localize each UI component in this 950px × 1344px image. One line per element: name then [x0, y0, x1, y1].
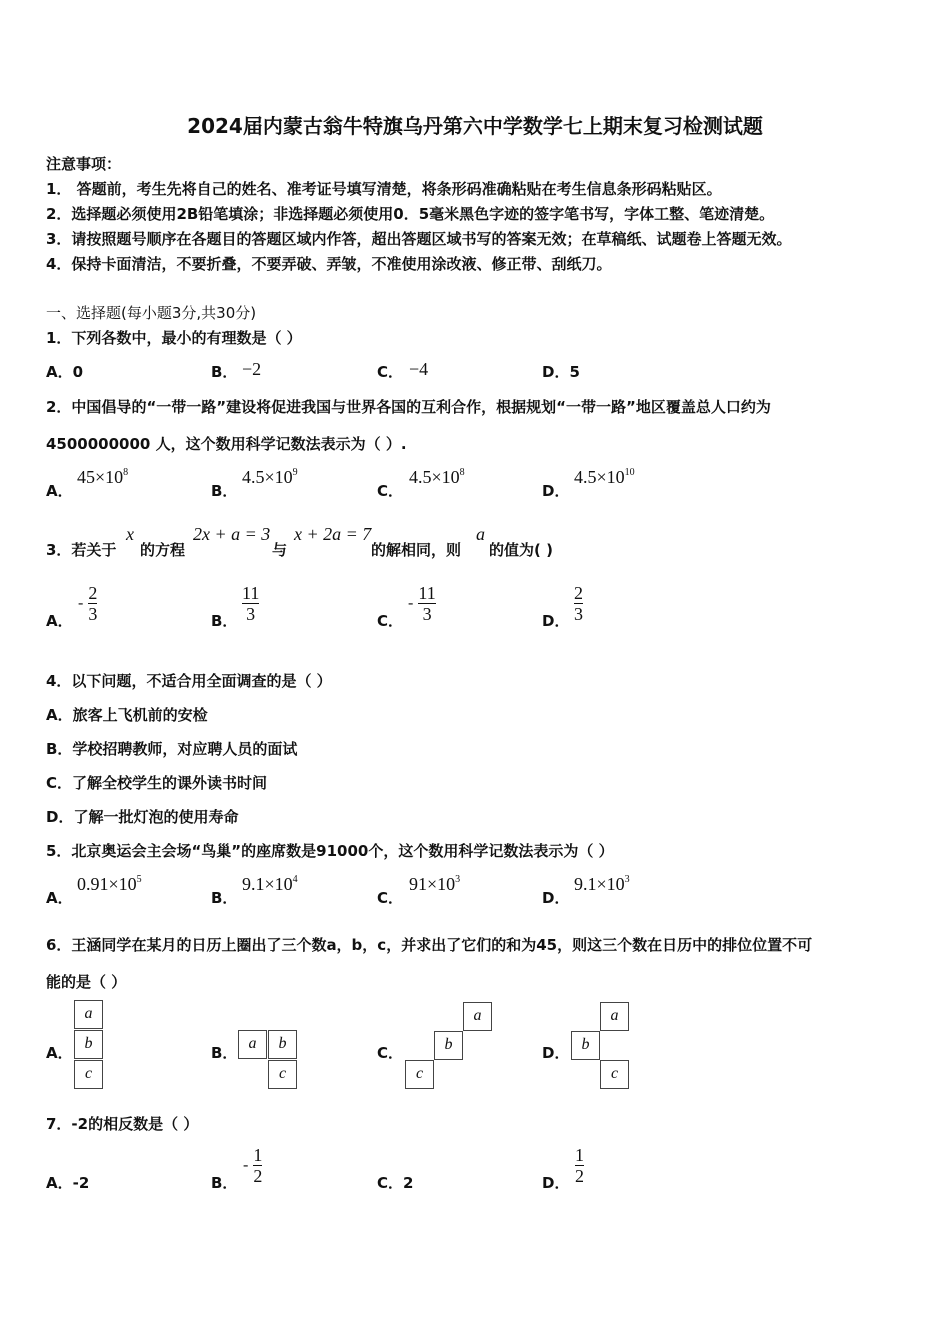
q6-d-cell-b: b [571, 1031, 600, 1060]
notes-header: 注意事项： [46, 155, 122, 173]
q3-variable-x: x [126, 524, 134, 544]
q7-option-d-label: D． [542, 1174, 570, 1192]
q2-option-a-label: A． [46, 482, 73, 500]
section-heading: 一、选择题(每小题3分,共30分) [46, 304, 257, 322]
q3-stem-part1: 3．若关于 [46, 541, 117, 559]
q4-option-d: D．了解一批灯泡的使用寿命 [46, 808, 239, 826]
q4-option-a: A．旅客上飞机前的安检 [46, 706, 208, 724]
q2-option-b-label: B． [211, 482, 238, 500]
q4-option-b: B．学校招聘教师，对应聘人员的面试 [46, 740, 298, 758]
q1-stem: 1．下列各数中，最小的有理数是（ ） [46, 329, 302, 347]
q3-option-d-label: D． [542, 612, 570, 630]
q7-option-c: C．2 [377, 1174, 414, 1192]
q2-option-d: $4.5\times 10^{10}$ [574, 467, 635, 487]
q2-option-c-label: C． [377, 482, 404, 500]
note-item-2: 2．选择题必须使用2B铅笔填涂；非选择题必须使用0．5毫米黑色字迹的签字笔书写，字体工整、笔迹清楚。 [46, 205, 775, 223]
q3-stem-part4: 的解相同，则 [371, 541, 462, 559]
q3-option-d: $\frac{2}{3}$ [574, 583, 583, 624]
q5-option-b: $9.1\times 10^4$ [242, 874, 298, 894]
q3-stem-part5: 的值为( ) [489, 541, 553, 559]
q2-option-d-label: D． [542, 482, 570, 500]
page-title: 2024届内蒙古翁牛特旗乌丹第六中学数学七上期末复习检测试题 [187, 114, 763, 138]
note-item-1: 1． 答题前，考生先将自己的姓名、准考证号填写清楚，将条形码准确粘贴在考生信息条形码粘贴区。 [46, 180, 722, 198]
q6-a-cell-b: b [74, 1030, 103, 1059]
q6-b-cell-a: a [238, 1030, 267, 1059]
q1-option-b-label: B． [211, 363, 238, 381]
q6-c-cell-c: c [405, 1060, 434, 1089]
q5-option-c: $91\times 10^3$ [409, 874, 461, 894]
q2-stem-line1: 2．中国倡导的“一带一路”建设将促进我国与世界各国的互利合作，根据规划“一带一路”地区覆盖总人口约为 [46, 398, 771, 416]
q5-option-b-label: B． [211, 889, 238, 907]
q7-option-a: A．-2 [46, 1174, 90, 1192]
q7-option-b-label: B． [211, 1174, 238, 1192]
q5-option-c-label: C． [377, 889, 404, 907]
q3-equation-2: x + 2a = 7 [294, 524, 372, 544]
q2-option-a: $45\times 10^8$ [77, 467, 129, 487]
q7-stem: 7．-2的相反数是（ ） [46, 1115, 199, 1133]
q3-option-c-label: C． [377, 612, 404, 630]
q6-option-b-label: B． [211, 1044, 238, 1062]
q3-variable-a: a [476, 524, 485, 544]
q6-stem-line1: 6．王涵同学在某月的日历上圈出了三个数a，b，c，并求出了它们的和为45，则这三个数在日历中的排位位置不可 [46, 936, 813, 954]
q3-stem-part2: 的方程 [140, 541, 186, 559]
q2-stem-line2: 4500000000 人，这个数用科学记数法表示为（ ）. [46, 435, 407, 453]
note-item-3: 3．请按照题号顺序在各题目的答题区域内作答，超出答题区域书写的答案无效；在草稿纸、试题卷上答题无效。 [46, 230, 792, 248]
q1-option-d: D．5 [542, 363, 580, 381]
q6-b-cell-b: b [268, 1030, 297, 1059]
q6-d-cell-c: c [600, 1060, 629, 1089]
q3-equation-1: 2x + a = 3 [193, 524, 271, 544]
q6-option-a-label: A． [46, 1044, 73, 1062]
q3-option-b: $\frac{11}{3}$ [242, 583, 260, 624]
q7-option-d: $\frac{1}{2}$ [575, 1145, 584, 1186]
q6-a-cell-c: c [74, 1060, 103, 1089]
q6-b-cell-c: c [268, 1060, 297, 1089]
note-item-4: 4．保持卡面清洁，不要折叠，不要弄破、弄皱，不准使用涂改液、修正带、刮纸刀。 [46, 255, 612, 273]
q2-option-b: $4.5\times 10^9$ [242, 467, 298, 487]
q5-option-d-label: D． [542, 889, 570, 907]
q2-option-c: $4.5\times 10^8$ [409, 467, 465, 487]
q6-option-d-label: D． [542, 1044, 570, 1062]
q5-option-a-label: A． [46, 889, 73, 907]
q6-c-cell-a: a [463, 1002, 492, 1031]
q3-option-b-label: B． [211, 612, 238, 630]
q4-stem: 4．以下问题，不适合用全面调查的是（ ） [46, 672, 332, 690]
q3-stem-part3: 与 [272, 541, 288, 559]
q6-option-c-label: C． [377, 1044, 404, 1062]
q3-option-a: - $\frac{2}{3}$ [78, 583, 98, 624]
q3-option-a-label: A． [46, 612, 73, 630]
q5-option-a: $0.91\times 10^5$ [77, 874, 142, 894]
q1-option-a: A．0 [46, 363, 84, 381]
q1-option-b: −2 [242, 359, 262, 379]
q1-option-c: −4 [409, 359, 429, 379]
q5-option-d: $9.1\times 10^3$ [574, 874, 630, 894]
q3-option-c: - $\frac{11}{3}$ [408, 583, 436, 624]
q4-option-c: C．了解全校学生的课外读书时间 [46, 774, 268, 792]
q6-c-cell-b: b [434, 1031, 463, 1060]
q6-d-cell-a: a [600, 1002, 629, 1031]
q6-stem-line2: 能的是（ ） [46, 973, 127, 991]
q7-option-b: - $\frac{1}{2}$ [243, 1145, 263, 1186]
q6-a-cell-a: a [74, 1000, 103, 1029]
q5-stem: 5．北京奥运会主会场“鸟巢”的座席数是91000个，这个数用科学记数法表示为（ ） [46, 842, 614, 860]
q1-option-c-label: C． [377, 363, 404, 381]
